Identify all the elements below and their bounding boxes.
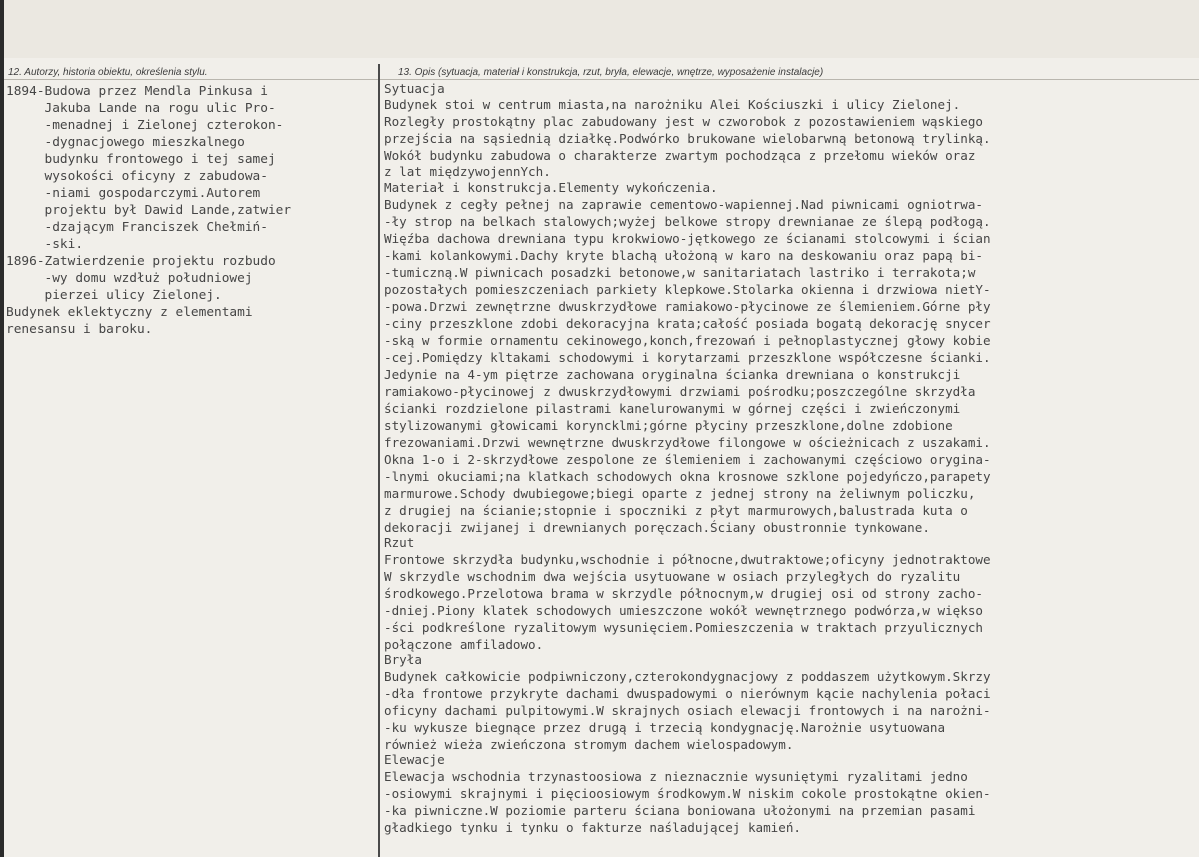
right-line: Elewacje <box>384 752 445 767</box>
right-line: Bryła <box>384 652 422 667</box>
right-line: przejścia na sąsiednią działkę.Podwórko brukowane wielobarwną betonową trylinką. <box>384 131 991 146</box>
right-line: Budynek stoi w centrum miasta,na narożniku Alei Kościuszki i ulicy Zielonej. <box>384 97 961 112</box>
right-line: Budynek z cegły pełnej na zaprawie cementowo-wapiennej.Nad piwnicami ogniotrwa- <box>384 197 983 212</box>
left-column-header: 12. Autorzy, historia obiektu, określenia stylu. <box>8 67 208 78</box>
right-line: -cej.Pomiędzy kltakami schodowymi i korytarzami przeszklone współczesne ścianki. <box>384 350 991 365</box>
right-line: frezowaniami.Drzwi wewnętrzne dwuskrzydłowe filongowe w ościeżnicach z uszakami. <box>384 435 991 450</box>
right-column-header: 13. Opis (sytuacja, materiał i konstrukcja, rzut, bryła, elewacje, wnętrze, wyposażenie instalacje) <box>398 67 824 78</box>
right-line: -ską w formie ornamentu cekinowego,konch,frezowań i pełnoplastycznej głowy kobie <box>384 333 991 348</box>
right-line: ramiakowo-płycinowej z dwuskrzydłowymi drzwiami pośrodku;poszczególne skrzydła <box>384 384 976 399</box>
right-line: stylizowanymi głowicami koryncklmi;górne płyciny przeszklone,dolne zdobione <box>384 418 953 433</box>
right-line: oficyny dachami pulpitowymi.W skrajnych osiach elewacji frontowych i na narożni- <box>384 703 991 718</box>
right-line: Jedynie na 4-ym piętrze zachowana oryginalna ścianka drewniana o konstrukcji <box>384 367 961 382</box>
header-rule <box>4 79 1199 80</box>
right-line: gładkiego tynku i tynku o fakturze naśladującej kamień. <box>384 820 802 835</box>
right-line: -ły strop na belkach stalowych;wyżej belkowe stropy drewnianae ze ślepą podłogą. <box>384 214 991 229</box>
right-line: W skrzydle wschodnim dwa wejścia usytuowane w osiach przyległych do ryzalitu <box>384 569 961 584</box>
right-line: z drugiej na ścianie;stopnie i spoczniki z płyt marmurowych,balustrada kuta o <box>384 503 968 518</box>
left-line: 1896-Zatwierdzenie projektu rozbudo <box>6 254 276 269</box>
left-line: budynku frontowego i tej samej <box>6 152 276 167</box>
right-line: Rozległy prostokątny plac zabudowany jest w czworobok z pozostawieniem wąskiego <box>384 114 983 129</box>
card-top-margin <box>0 0 1199 58</box>
left-line: -niami gospodarczymi.Autorem <box>6 186 261 201</box>
left-line: -wy domu wzdłuż południowej <box>6 271 253 286</box>
left-line: -menadnej i Zielonej czterokon- <box>6 118 284 133</box>
left-line: -dzającym Franciszek Chełmiń- <box>6 220 268 235</box>
right-line: środkowego.Przelotowa brama w skrzydle północnym,w drugiej osi od strony zacho- <box>384 586 983 601</box>
right-line: -osiowymi skrajnymi i pięcioosiowym środkowym.W niskim cokole prostokątne okien- <box>384 786 991 801</box>
right-line: Frontowe skrzydła budynku,wschodnie i północne,dwutraktowe;oficyny jednotraktowe <box>384 552 991 567</box>
right-line: Budynek całkowicie podpiwniczony,czterokondygnacjowy z poddaszem użytkowym.Skrzy <box>384 669 991 684</box>
card-left-edge <box>0 0 4 857</box>
right-line: -ści podkreślone ryzalitowym wysunięciem.Pomieszczenia w traktach przyulicznych <box>384 620 983 635</box>
left-line: renesansu i baroku. <box>6 322 153 337</box>
right-line: pozostałych pomieszczeniach parkiety klepkowe.Stolarka okienna i drzwiowa nietY- <box>384 282 991 297</box>
right-line: Więźba dachowa drewniana typu krokwiowo-jętkowego ze ścianami stolcowymi i ścian <box>384 231 991 246</box>
right-line: -tumiczną.W piwnicach posadzki betonowe,w sanitariatach lastriko i terrakota;w <box>384 265 976 280</box>
right-line: Sytuacja <box>384 81 445 96</box>
right-line: dekoracji zwijanej i drewnianych poręczach.Ściany obustronnie tynkowane. <box>384 520 930 535</box>
right-line: -dniej.Piony klatek schodowych umieszczone wokół wewnętrznego podwórza,w więkso <box>384 603 983 618</box>
column-divider <box>378 64 380 857</box>
right-line: ścianki rozdzielone pilastrami kanelurowanymi w górnej części i zwieńczonymi <box>384 401 961 416</box>
right-line: Rzut <box>384 535 415 550</box>
right-line: -ciny przeszklone zdobi dekoracyjna krata;całość posiada bogatą dekorację snycer <box>384 316 991 331</box>
right-line: -kami kolankowymi.Dachy kryte blachą ułożoną w karo na deskowaniu oraz papą bi- <box>384 248 983 263</box>
right-line: marmurowe.Schody dwubiegowe;biegi oparte z jednej strony na żeliwnym policzku, <box>384 486 976 501</box>
right-line: również wieża zwieńczona stromym dachem wielospadowym. <box>384 737 794 752</box>
right-line: -powa.Drzwi zewnętrzne dwuskrzydłowe ramiakowo-płycinowe ze ślemieniem.Górne pły <box>384 299 991 314</box>
right-line: z lat międzywojennYch. <box>384 164 551 179</box>
right-line: -ka piwniczne.W poziomie parteru ściana boniowana ułożonymi na przemian pasami <box>384 803 976 818</box>
left-line: -dygnacjowego mieszkalnego <box>6 135 245 150</box>
right-line: Okna 1-o i 2-skrzydłowe zespolone ze ślemieniem i zachowanymi częściowo orygina- <box>384 452 991 467</box>
left-line: 1894-Budowa przez Mendla Pinkusa i <box>6 84 268 99</box>
left-line: wysokości oficyny z zabudowa- <box>6 169 268 184</box>
left-line: Jakuba Lande na rogu ulic Pro- <box>6 101 276 116</box>
right-line: -lnymi okuciami;na klatkach schodowych okna krosnowe szklone pojedyńczo,parapety <box>384 469 991 484</box>
right-line: Wokół budynku zabudowa o charakterze zwartym pochodząca z przełomu wieków oraz <box>384 148 976 163</box>
left-line: projektu był Dawid Lande,zatwier <box>6 203 292 218</box>
right-line: -ku wykusze biegnące przez drugą i trzecią kondygnację.Narożnie usytuowana <box>384 720 946 735</box>
right-line: Elewacja wschodnia trzynastoosiowa z nieznacznie wysuniętymi ryzalitami jedno <box>384 769 968 784</box>
right-line: Materiał i konstrukcja.Elementy wykończenia. <box>384 180 718 195</box>
right-line: -dła frontowe przykryte dachami dwuspadowymi o nierównym kącie nachylenia połaci <box>384 686 991 701</box>
left-line: -ski. <box>6 237 84 252</box>
right-line: połączone amfiladowo. <box>384 637 544 652</box>
left-line: pierzei ulicy Zielonej. <box>6 288 222 303</box>
left-line: Budynek eklektyczny z elementami <box>6 305 253 320</box>
